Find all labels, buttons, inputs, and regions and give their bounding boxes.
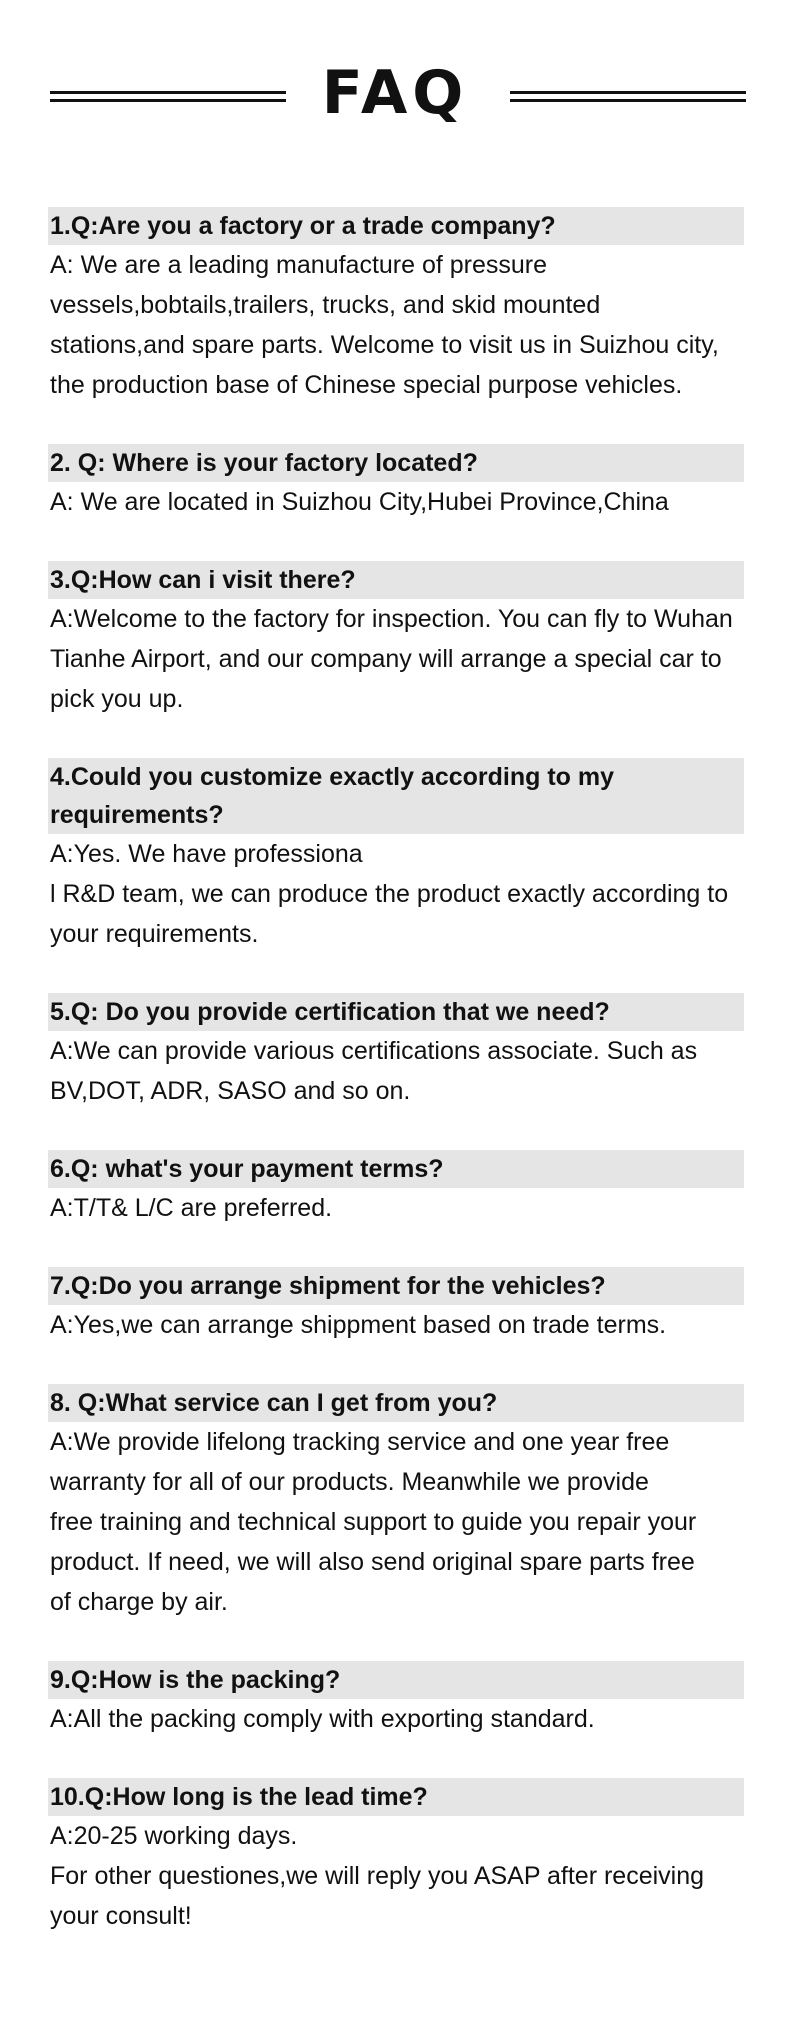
faq-question: 6.Q: what's your payment terms? (48, 1150, 744, 1188)
faq-answer-line: BV,DOT, ADR, SASO and so on. (50, 1077, 411, 1105)
faq-question: 10.Q:How long is the lead time? (48, 1778, 744, 1816)
faq-answer-line: the production base of Chinese special purpose vehicles. (50, 371, 683, 399)
faq-item (48, 758, 748, 954)
faq-question: 2. Q: Where is your factory located? (48, 444, 744, 482)
faq-answer (48, 1422, 748, 1622)
faq-question: 3.Q:How can i visit there? (48, 561, 744, 599)
faq-answer-line: Tianhe Airport, and our company will arrange a special car to (50, 645, 722, 673)
faq-answer (48, 245, 748, 405)
faq-item (48, 561, 748, 719)
faq-answer-line: A:20-25 working days. (50, 1822, 298, 1850)
faq-answer-line: A:We provide lifelong tracking service and one year free (50, 1428, 670, 1456)
faq-answer (48, 1188, 748, 1228)
faq-answer-line: A:Yes,we can arrange shippment based on trade terms. (50, 1311, 667, 1339)
faq-answer-line: A: We are a leading manufacture of pressure (50, 251, 548, 279)
faq-answer-line: For other questiones,we will reply you ASAP after receiving (50, 1862, 705, 1890)
faq-answer-line: A:Yes. We have professiona (50, 840, 363, 868)
faq-item (48, 1778, 748, 1936)
faq-item (48, 207, 748, 405)
faq-question: 9.Q:How is the packing? (48, 1661, 744, 1699)
faq-answer-line: warranty for all of our products. Meanwhile we provide (50, 1468, 649, 1496)
faq-answer (48, 1699, 748, 1739)
faq-answer-line: product. If need, we will also send original spare parts free (50, 1548, 695, 1576)
faq-answer-line: your consult! (50, 1902, 192, 1930)
faq-answer (48, 482, 748, 522)
faq-answer (48, 1816, 748, 1936)
faq-answer (48, 1305, 748, 1345)
faq-item (48, 444, 748, 522)
faq-answer-line: l R&D team, we can produce the product exactly according to (50, 880, 729, 908)
faq-answer-line: vessels,bobtails,trailers, trucks, and skid mounted (50, 291, 601, 319)
faq-answer-line: of charge by air. (50, 1588, 228, 1616)
faq-answer-line: A:T/T& L/C are preferred. (50, 1194, 333, 1222)
faq-answer-line: your requirements. (50, 920, 259, 948)
faq-answer-line: stations,and spare parts. Welcome to visit us in Suizhou city, (50, 331, 719, 359)
faq-item (48, 993, 748, 1111)
faq-answer-line: A:We can provide various certifications associate. Such as (50, 1037, 698, 1065)
faq-answer-line: A: We are located in Suizhou City,Hubei Province,China (50, 488, 669, 516)
faq-question: 7.Q:Do you arrange shipment for the vehicles? (48, 1267, 744, 1305)
faq-answer-line: A:Welcome to the factory for inspection. You can fly to Wuhan (50, 605, 733, 633)
title-divider-right (510, 90, 746, 104)
faq-question: 1.Q:Are you a factory or a trade company? (48, 207, 744, 245)
faq-item (48, 1150, 748, 1228)
faq-answer-line: free training and technical support to guide you repair your (50, 1508, 697, 1536)
faq-answer-line: A:All the packing comply with exporting standard. (50, 1705, 595, 1733)
faq-item (48, 1267, 748, 1345)
faq-question: 8. Q:What service can I get from you? (48, 1384, 744, 1422)
faq-item (48, 1384, 748, 1622)
faq-answer (48, 599, 748, 719)
faq-item (48, 1661, 748, 1739)
faq-answer-line: pick you up. (50, 685, 184, 713)
page-header (0, 0, 790, 150)
faq-list (48, 207, 748, 1975)
faq-question: 5.Q: Do you provide certification that we need? (48, 993, 744, 1031)
faq-answer (48, 834, 748, 954)
page-title: FAQ (321, 58, 469, 128)
faq-answer (48, 1031, 748, 1111)
faq-question: 4.Could you customize exactly according to my requirements? (48, 758, 744, 834)
